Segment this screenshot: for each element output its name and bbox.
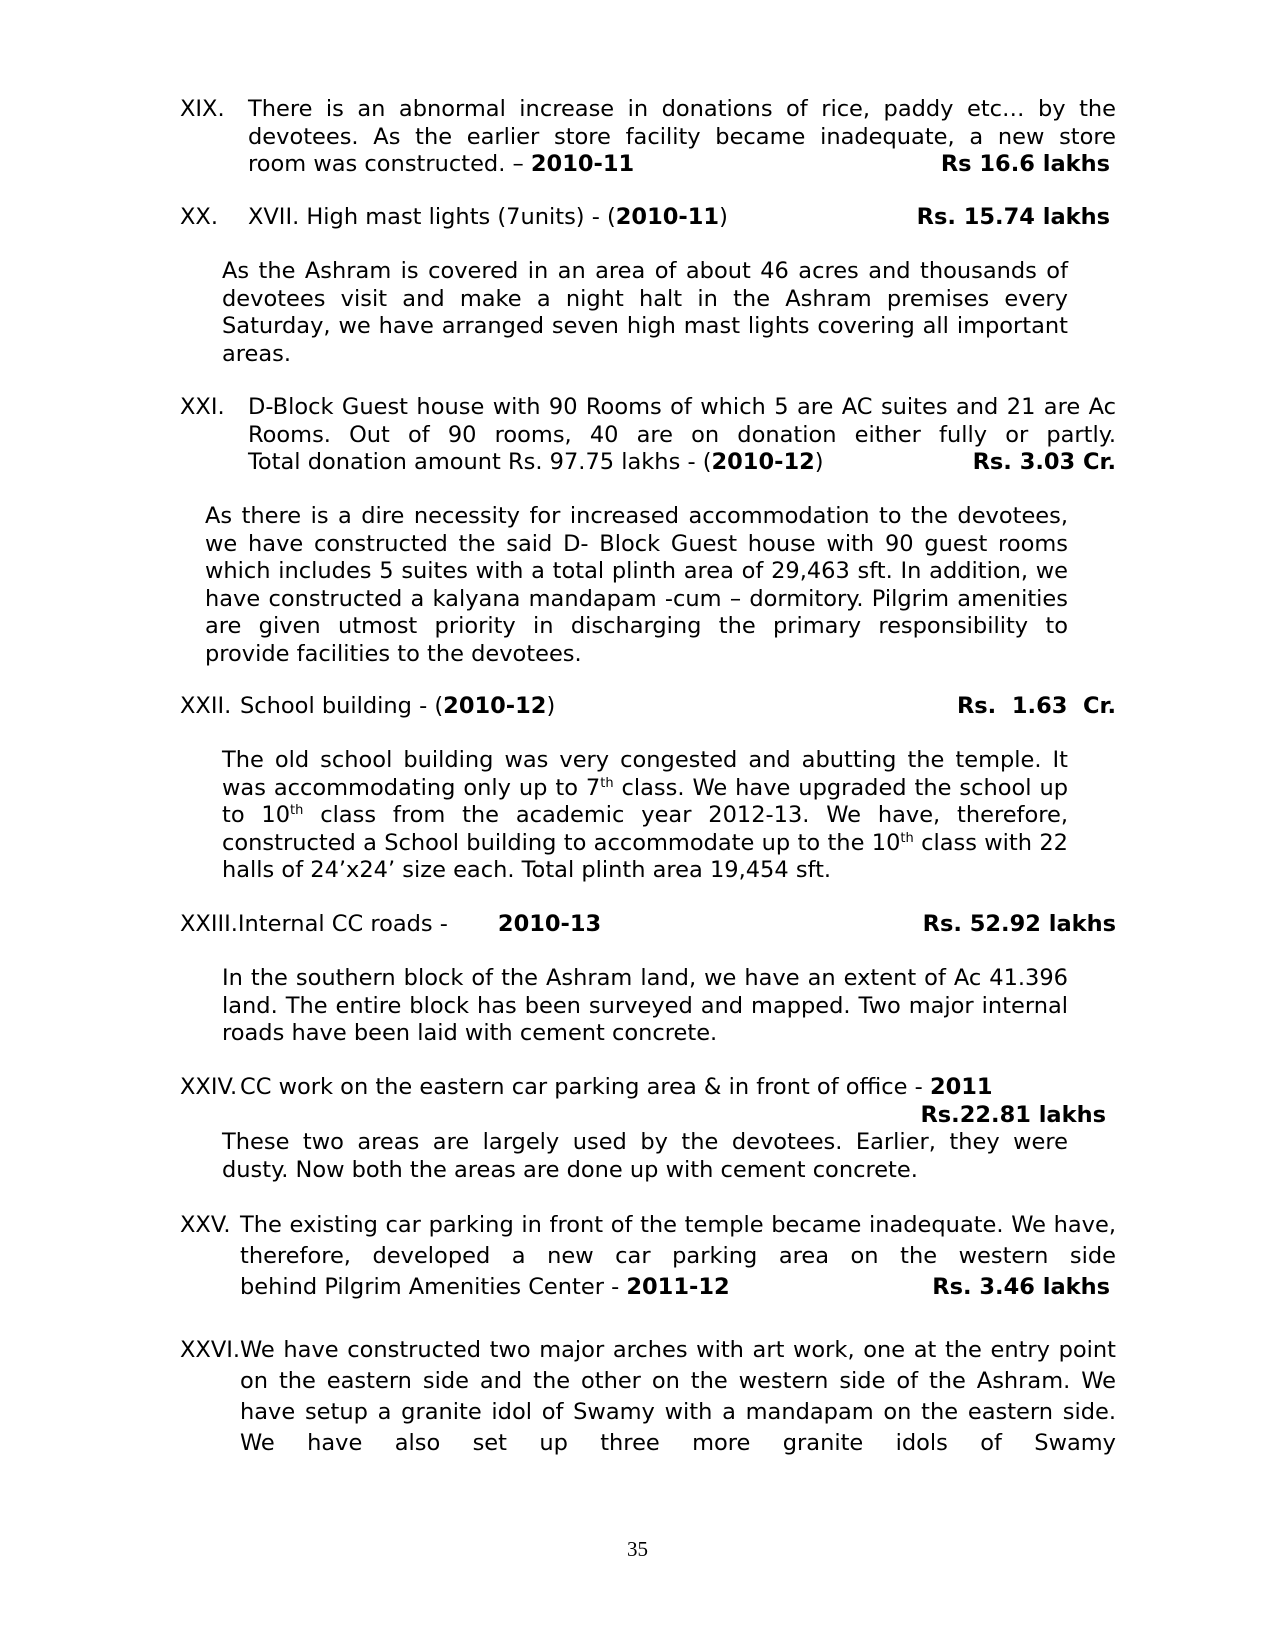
item-summary-line: Total donation amount Rs. 97.75 lakhs - (2010-12) Rs. 3.03 Cr.: [248, 449, 1116, 475]
amount: Rs. 52.92 lakhs: [922, 911, 1116, 937]
item-xxiv: [180, 1074, 1112, 1129]
item-title-line: School building - (2010-12) Rs. 1.63 Cr.: [240, 693, 1116, 719]
item-title-line: CC work on the eastern car parking area & in front of office - 2011: [240, 1074, 993, 1100]
item-text: We have constructed two major arches with art work, one at the entry point on the eastern side and the other on the western side of the Ashram. We have setup a granite idol of Swamy with a mandapam on the eastern side. We have also set up three more granite idols of Swamy: [240, 1337, 1116, 1456]
item-xxiii-description: In the southern block of the Ashram land, we have an extent of Ac 41.396 land. The entire block has been surveyed and mapped. Two major internal roads have been laid with cement concrete.: [222, 965, 1068, 1046]
item-number: XXVI.: [180, 1337, 241, 1363]
year: 2010-12: [443, 693, 547, 719]
item-number: XXIV.: [180, 1074, 238, 1100]
amount: Rs. 15.74 lakhs: [916, 204, 1110, 230]
item-xxii: [180, 693, 1116, 721]
item-title-line: XXIII.Internal CC roads - 2010-13 Rs. 52.92 lakhs: [180, 911, 1116, 937]
item-number: XX.: [180, 204, 218, 230]
item-xxi: XXI. D-Block Guest house with 90 Rooms of which 5 are AC suites and 21 are Ac Rooms. Out of 90 rooms, 40 are on donation either fully or partly. Total donation amount Rs. 97.75 lakhs - (2010-12) Rs. 3.03 Cr.: [180, 394, 1116, 475]
page-number: 35: [627, 1537, 648, 1561]
item-text: There is an abnormal increase in donations of rice, paddy etc… by the devotees. As the earlier store facility became inadequate, a new store room was constructed. – 2010-11 Rs 16.6 lakhs: [248, 96, 1116, 177]
item-number: XXI.: [180, 394, 225, 420]
year: 2010-11: [615, 204, 720, 230]
item-summary-line: behind Pilgrim Amenities Center - 2011-12 Rs. 3.46 lakhs: [240, 1272, 1110, 1303]
amount: Rs 16.6 lakhs: [940, 151, 1110, 177]
item-xx: [180, 204, 1112, 232]
item-xxii-description: The old school building was very congested and abutting the temple. It was accommodating only up to 7th class. We have upgraded the school up to 10th class from the academic year 2012-13. We have, therefore, constructed a School building to accommodate up to the 10th class with 22 halls of 24’x24’ size each. Total plinth area 19,454 sft.: [222, 747, 1068, 883]
amount: Rs. 3.46 lakhs: [932, 1274, 1110, 1300]
item-xxv: XXV. The existing car parking in front of the temple became inadequate. We have, therefore, developed a new car parking area on the western side behind Pilgrim Amenities Center - 2011-12 Rs. 3.46 lakhs: [180, 1210, 1112, 1303]
item-xxvi: [180, 1335, 1116, 1459]
item-number: XXV.: [180, 1212, 231, 1238]
year: 2011: [929, 1074, 993, 1100]
item-number: XXIII.: [180, 911, 238, 937]
item-xxiv-description: These two areas are largely used by the devotees. Earlier, they were dusty. Now both the areas are done up with cement concrete.: [222, 1129, 1068, 1183]
year: 2010-13: [497, 911, 602, 937]
amount: Rs.22.81 lakhs: [920, 1101, 1106, 1128]
amount: Rs. 1.63 Cr.: [956, 693, 1116, 719]
item-xxi-description: As there is a dire necessity for increased accommodation to the devotees, we have constructed the said D- Block Guest house with 90 guest rooms which includes 5 suites with a total plinth area of 29,463 sft. In addition, we have constructed a kalyana mandapam -cum – dormitory. Pilgrim amenities are given utmost priority in discharging the primary responsibility to provide facilities to the devotees.: [205, 503, 1068, 667]
item-xix: [180, 96, 1116, 179]
item-xx-description: As the Ashram is covered in an area of about 46 acres and thousands of devotees visit and make a night halt in the Ashram premises every Saturday, we have arranged seven high mast lights covering all important areas.: [222, 258, 1068, 367]
item-summary-line: room was constructed. – 2010-11 Rs 16.6 lakhs: [248, 151, 1110, 177]
item-xxiii: [180, 911, 1116, 939]
year: 2010-11: [530, 151, 635, 177]
year: 2011-12: [626, 1274, 730, 1300]
item-number: XIX.: [180, 96, 225, 122]
year: 2010-12: [711, 449, 815, 475]
amount: Rs. 3.03 Cr.: [972, 449, 1116, 475]
item-title-line: XVII. High mast lights (7units) - (2010-11) Rs. 15.74 lakhs: [248, 204, 1110, 230]
item-number: XXII.: [180, 693, 232, 719]
